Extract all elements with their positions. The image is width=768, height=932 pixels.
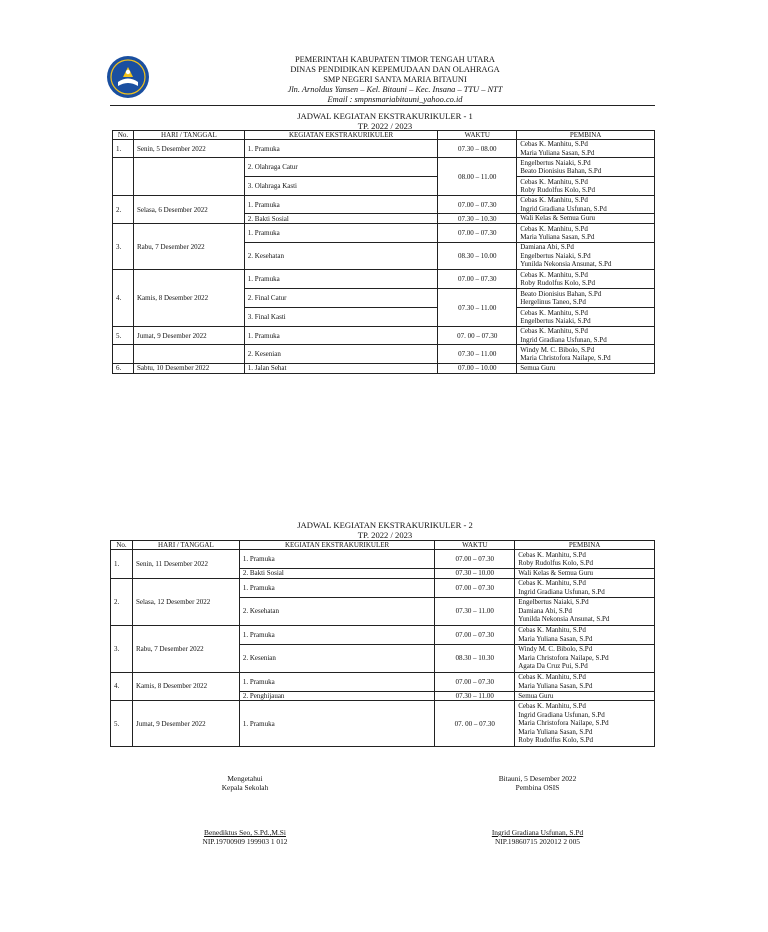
cell-time: 07.30 – 11.00 bbox=[438, 345, 517, 364]
cell-coach bbox=[515, 701, 655, 747]
cell-time: 08.30 – 10.30 bbox=[435, 644, 515, 672]
cell-coach bbox=[515, 550, 655, 569]
table-row bbox=[113, 140, 655, 158]
table-row bbox=[111, 701, 655, 747]
cell-coach bbox=[515, 625, 655, 644]
cell-activity: 3. Olahraga Kasti bbox=[244, 177, 438, 196]
cell-day: Jumat, 9 Desember 2022 bbox=[132, 701, 239, 747]
letterhead-email: Email : smpnsmariabitauni_yahoo.co.id bbox=[327, 95, 463, 104]
signature-left bbox=[170, 774, 320, 846]
table-row bbox=[111, 625, 655, 644]
cell-activity: 1. Pramuka bbox=[239, 672, 435, 691]
schedule2-table bbox=[110, 540, 655, 747]
coach-name: Beato Dionisius Bahan, S.Pd bbox=[520, 289, 602, 298]
cell-day: Jumat, 9 Desember 2022 bbox=[133, 327, 244, 345]
col-header-time: WAKTU bbox=[435, 541, 515, 550]
cell-activity: 1. Pramuka bbox=[244, 327, 438, 345]
coach-name: Hergelinus Taneo, S.Pd bbox=[520, 298, 586, 306]
coach-name: Roby Rudolfus Kolo, S.Pd bbox=[520, 186, 596, 194]
cell-coach bbox=[515, 644, 655, 672]
cell-time: 07.00 – 07.30 bbox=[438, 270, 517, 289]
cell-day: Senin, 5 Desember 2022 bbox=[133, 140, 244, 158]
coach-name: Cebas K. Manhitu, S.Pd bbox=[518, 673, 586, 681]
cell-coach bbox=[515, 691, 655, 701]
cell-time: 07.00 – 07.30 bbox=[435, 672, 515, 691]
cell-time: 07.00 – 07.30 bbox=[435, 625, 515, 644]
coach-name: Semua Guru bbox=[520, 364, 556, 372]
cell-time: 07.30 – 10.00 bbox=[435, 569, 515, 579]
coach-name: Cebas K. Manhitu, S.Pd bbox=[518, 702, 586, 711]
cell-time: 07.30 – 10.30 bbox=[438, 214, 517, 224]
coach-name: Yunilda Nekonsia Ansunat, S.Pd bbox=[520, 260, 612, 269]
letterhead-address: Jln. Arnoldus Yansen – Kel. Bitauni – Kec. Insana – TTU – NTT bbox=[287, 85, 503, 94]
coach-name: Maria Christofora Nailape, S.Pd bbox=[518, 653, 609, 662]
coach-name: Damiana Abi, S.Pd bbox=[520, 243, 574, 252]
cell-no: 1. bbox=[111, 550, 133, 579]
cell-time: 07.30 – 11.00 bbox=[438, 289, 517, 327]
signature-right-line1: Bitauni, 5 Desember 2022 bbox=[498, 774, 577, 783]
cell-no bbox=[113, 158, 134, 196]
letterhead-divider bbox=[110, 105, 655, 106]
table-row bbox=[113, 364, 655, 374]
coach-name: Ingrid Gradiana Usfunan, S.Pd bbox=[518, 710, 605, 719]
cell-no: 5. bbox=[111, 701, 133, 747]
cell-time: 07.00 – 07.30 bbox=[438, 224, 517, 243]
coach-name: Cebas K. Manhitu, S.Pd bbox=[520, 177, 588, 186]
cell-day: Kamis, 8 Desember 2022 bbox=[133, 270, 244, 327]
coach-name: Windy M. C. Bibolo, S.Pd bbox=[518, 645, 593, 654]
coach-name: Engelbertus Naiaki, S.Pd bbox=[520, 251, 591, 260]
cell-coach bbox=[517, 196, 655, 214]
coach-name: Maria Yuliana Sasan, S.Pd bbox=[518, 727, 593, 736]
cell-time: 07.30 – 11.00 bbox=[435, 691, 515, 701]
cell-coach bbox=[515, 597, 655, 625]
signature-right-name: Ingrid Gradiana Usfunan, S.Pd bbox=[491, 828, 584, 837]
col-header-activity: KEGIATAN EKSTRAKURIKULER bbox=[239, 541, 435, 550]
cell-time: 07. 00 – 07.30 bbox=[435, 701, 515, 747]
cell-coach bbox=[517, 345, 655, 364]
col-header-day: HARI / TANGGAL bbox=[133, 131, 244, 140]
cell-activity: 2. Final Catur bbox=[244, 289, 438, 308]
cell-activity: 2. Kesenian bbox=[244, 345, 438, 364]
coach-name: Maria Yuliana Sasan, S.Pd bbox=[520, 233, 595, 241]
cell-day: Selasa, 6 Desember 2022 bbox=[133, 196, 244, 224]
coach-name: Ingrid Gradiana Usfunan, S.Pd bbox=[520, 335, 607, 344]
coach-name: Roby Rudolfus Kolo, S.Pd bbox=[520, 279, 596, 287]
cell-day: Senin, 11 Desember 2022 bbox=[132, 550, 239, 579]
coach-name: Cebas K. Manhitu, S.Pd bbox=[520, 308, 588, 317]
cell-time: 07.00 – 07.30 bbox=[438, 196, 517, 214]
coach-name: Cebas K. Manhitu, S.Pd bbox=[520, 196, 588, 204]
cell-day bbox=[133, 158, 244, 196]
cell-activity: 2. Penghijauan bbox=[239, 691, 435, 701]
cell-time: 07.30 – 11.00 bbox=[435, 597, 515, 625]
signature-right bbox=[455, 774, 620, 846]
school-logo bbox=[106, 55, 150, 99]
table-row bbox=[111, 578, 655, 597]
cell-activity: 2. Kesenian bbox=[239, 644, 435, 672]
coach-name: Cebas K. Manhitu, S.Pd bbox=[518, 626, 586, 634]
table-row bbox=[113, 327, 655, 345]
cell-time: 08.00 – 11.00 bbox=[438, 158, 517, 196]
cell-coach bbox=[517, 327, 655, 345]
col-header-coach: PEMBINA bbox=[517, 131, 655, 140]
coach-name: Semua Guru bbox=[518, 691, 554, 700]
cell-activity: 1. Pramuka bbox=[239, 701, 435, 747]
table-row bbox=[113, 158, 655, 177]
cell-coach bbox=[517, 224, 655, 243]
signature-left-nip: NIP.19700909 199903 1 012 bbox=[202, 837, 288, 846]
schedule2-title: JADWAL KEGIATAN EKSTRAKURIKULER - 2 bbox=[297, 520, 473, 530]
letterhead-line3: SMP NEGERI SANTA MARIA BITAUNI bbox=[323, 75, 467, 84]
coach-name: Damiana Abi, S.Pd bbox=[518, 606, 572, 615]
table-row bbox=[111, 550, 655, 569]
cell-no: 4. bbox=[111, 672, 133, 701]
col-header-activity: KEGIATAN EKSTRAKURIKULER bbox=[244, 131, 438, 140]
cell-day: Selasa, 12 Desember 2022 bbox=[132, 578, 239, 625]
table-header-row bbox=[111, 541, 655, 550]
cell-time: 07.00 – 07.30 bbox=[435, 578, 515, 597]
signature-right-line2: Pembina OSIS bbox=[515, 783, 560, 792]
cell-activity: 1. Pramuka bbox=[244, 270, 438, 289]
cell-coach bbox=[515, 672, 655, 691]
cell-activity: 2. Bakti Sosial bbox=[244, 214, 438, 224]
cell-coach bbox=[515, 578, 655, 597]
letterhead-line2: DINAS PENDIDIKAN KEPEMUDAAN DAN OLAHRAGA bbox=[290, 65, 500, 74]
cell-day: Rabu, 7 Desember 2022 bbox=[133, 224, 244, 270]
schedule1-title: JADWAL KEGIATAN EKSTRAKURIKULER - 1 bbox=[297, 111, 473, 121]
table-header-row bbox=[113, 131, 655, 140]
cell-time: 07.00 – 10.00 bbox=[438, 364, 517, 374]
cell-coach bbox=[517, 158, 655, 177]
cell-no: 3. bbox=[113, 224, 134, 270]
coach-name: Maria Yuliana Sasan, S.Pd bbox=[518, 634, 593, 643]
cell-coach bbox=[517, 364, 655, 374]
cell-coach bbox=[517, 214, 655, 224]
cell-no bbox=[113, 345, 134, 364]
signature-left-line2: Kepala Sekolah bbox=[221, 783, 269, 792]
cell-day: Rabu, 7 Desember 2022 bbox=[132, 625, 239, 672]
table-row bbox=[113, 270, 655, 289]
cell-no: 2. bbox=[111, 578, 133, 625]
cell-day: Kamis, 8 Desember 2022 bbox=[132, 672, 239, 701]
cell-activity: 1. Pramuka bbox=[244, 224, 438, 243]
coach-name: Cebas K. Manhitu, S.Pd bbox=[518, 579, 586, 587]
cell-time: 08.30 – 10.00 bbox=[438, 243, 517, 270]
cell-activity: 2. Bakti Sosial bbox=[239, 569, 435, 579]
col-header-no: No. bbox=[113, 131, 134, 140]
cell-no: 6. bbox=[113, 364, 134, 374]
coach-name: Maria Yuliana Sasan, S.Pd bbox=[518, 681, 593, 690]
cell-coach bbox=[517, 289, 655, 308]
coach-name: Windy M. C. Bibolo, S.Pd bbox=[520, 345, 595, 354]
cell-no: 1. bbox=[113, 140, 134, 158]
letterhead-line1: PEMERINTAH KABUPATEN TIMOR TENGAH UTARA bbox=[295, 55, 495, 64]
cell-activity: 1. Jalan Sehat bbox=[244, 364, 438, 374]
cell-day: Sabtu, 10 Desember 2022 bbox=[133, 364, 244, 374]
cell-no: 2. bbox=[113, 196, 134, 224]
cell-coach bbox=[517, 308, 655, 327]
coach-name: Cebas K. Manhitu, S.Pd bbox=[520, 140, 588, 148]
cell-coach bbox=[517, 140, 655, 158]
coach-name: Cebas K. Manhitu, S.Pd bbox=[520, 327, 588, 335]
signature-left-name: Benediktus Seo, S.Pd.,M.Si bbox=[204, 828, 286, 837]
cell-activity: 3. Final Kasti bbox=[244, 308, 438, 327]
cell-activity: 2. Olahraga Catur bbox=[244, 158, 438, 177]
coach-name: Yunilda Nekonsia Ansunat, S.Pd bbox=[518, 615, 610, 624]
cell-coach bbox=[517, 243, 655, 270]
coach-name: Wali Kelas & Semua Guru bbox=[518, 569, 594, 577]
signature-left-line1: Mengetahui bbox=[227, 774, 263, 783]
coach-name: Roby Rudolfus Kolo, S.Pd bbox=[518, 736, 594, 745]
cell-coach bbox=[517, 270, 655, 289]
cell-activity: 1. Pramuka bbox=[244, 196, 438, 214]
coach-name: Maria Yuliana Sasan, S.Pd bbox=[520, 148, 595, 157]
table-row bbox=[111, 672, 655, 691]
cell-activity: 1. Pramuka bbox=[239, 578, 435, 597]
col-header-time: WAKTU bbox=[438, 131, 517, 140]
cell-time: 07. 00 – 07.30 bbox=[438, 327, 517, 345]
coach-name: Engelbertus Naiaki, S.Pd bbox=[520, 317, 591, 325]
coach-name: Roby Rudolfus Kolo, S.Pd bbox=[518, 559, 594, 567]
coach-name: Beato Dionisius Bahan, S.Pd bbox=[520, 167, 602, 175]
col-header-day: HARI / TANGGAL bbox=[132, 541, 239, 550]
cell-activity: 1. Pramuka bbox=[244, 140, 438, 158]
cell-activity: 2. Kesehatan bbox=[239, 597, 435, 625]
table-row bbox=[113, 345, 655, 364]
cell-day bbox=[133, 345, 244, 364]
cell-activity: 1. Pramuka bbox=[239, 625, 435, 644]
coach-name: Cebas K. Manhitu, S.Pd bbox=[520, 270, 588, 279]
cell-activity: 1. Pramuka bbox=[239, 550, 435, 569]
coach-name: Engelbertus Naiaki, S.Pd bbox=[518, 598, 589, 607]
coach-name: Agata Da Cruz Pui, S.Pd bbox=[518, 662, 588, 671]
coach-name: Ingrid Gradiana Usfunan, S.Pd bbox=[518, 587, 605, 596]
coach-name: Cebas K. Manhitu, S.Pd bbox=[518, 550, 586, 559]
coach-name: Maria Christofora Nailape, S.Pd bbox=[518, 719, 609, 728]
cell-no: 4. bbox=[113, 270, 134, 327]
cell-no: 5. bbox=[113, 327, 134, 345]
cell-no: 3. bbox=[111, 625, 133, 672]
schedule2-subtitle: TP. 2022 / 2023 bbox=[357, 530, 413, 540]
cell-time: 07.30 – 08.00 bbox=[438, 140, 517, 158]
cell-coach bbox=[515, 569, 655, 579]
col-header-no: No. bbox=[111, 541, 133, 550]
coach-name: Ingrid Gradiana Usfunan, S.Pd bbox=[520, 204, 607, 213]
cell-coach bbox=[517, 177, 655, 196]
coach-name: Engelbertus Naiaki, S.Pd bbox=[520, 158, 591, 167]
cell-time: 07.00 – 07.30 bbox=[435, 550, 515, 569]
coach-name: Wali Kelas & Semua Guru bbox=[520, 214, 596, 223]
table-row bbox=[113, 224, 655, 243]
coach-name: Maria Christofora Nailape, S.Pd bbox=[520, 354, 611, 362]
schedule1-subtitle: TP. 2022 / 2023 bbox=[357, 121, 413, 131]
schedule1-table bbox=[112, 130, 655, 374]
table-row bbox=[113, 196, 655, 214]
coach-name: Cebas K. Manhitu, S.Pd bbox=[520, 224, 588, 233]
cell-activity: 2. Kesehatan bbox=[244, 243, 438, 270]
col-header-coach: PEMBINA bbox=[515, 541, 655, 550]
signature-right-nip: NIP.19860715 202012 2 005 bbox=[495, 837, 580, 846]
